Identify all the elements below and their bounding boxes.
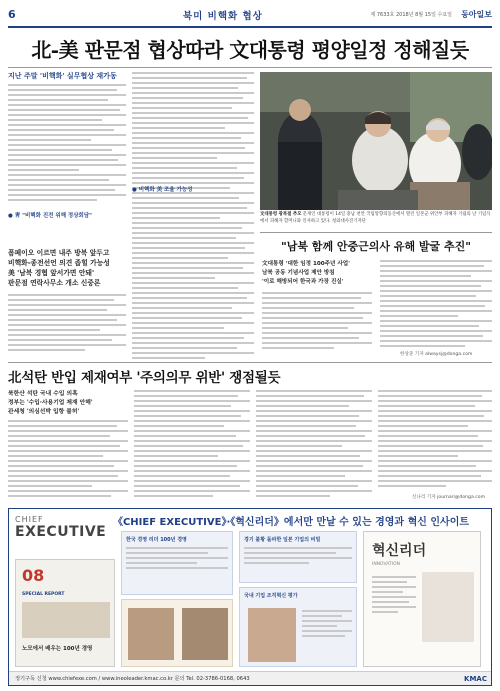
ad-magazine-2: [363, 531, 481, 667]
bottom-lede: [8, 390, 134, 417]
ad-mag2-brand: 혁신리더: [372, 543, 427, 559]
page-number: 6: [8, 8, 16, 21]
left-lede-line: 비핵화-종전선언 의견 좁힐 가능성: [8, 259, 110, 267]
divider: [8, 67, 492, 68]
sub-lede: [262, 260, 372, 287]
ad-panel-2: [239, 531, 357, 583]
ad-footer-text: 정기구독 신청 www.chiefexe.com / www.ineoleader.kmac.co.kr 문의 Tel. 02-3786-0168, 0643: [15, 676, 250, 682]
sub-byline: 한상준 기자 alwaysj@donga.com: [400, 352, 473, 357]
sub-body-col2: [380, 260, 492, 350]
ad-cover-headline: 노모에서 배우는 100년 경영: [22, 646, 93, 652]
sub-lede-line: 文대통령 '대한 임정 100주년 사업': [262, 261, 350, 267]
divider: [260, 232, 492, 233]
ad-footer: [9, 671, 492, 685]
bottom-lede-line: 정부는 '수입·사용기업 제재 안해': [8, 400, 93, 406]
left-body-col1: [8, 84, 126, 208]
left-lede: [8, 248, 130, 288]
caption-title: 文대통령 광복절 추모: [260, 212, 302, 217]
ad-logo-small: CHIEF: [15, 515, 44, 524]
sub-body-col1: [262, 292, 372, 356]
ad-panel-photos: [121, 599, 233, 667]
left-bullet-1: ● 靑 "비핵화 진전 위해 정상회담": [8, 213, 93, 219]
divider: [8, 362, 492, 363]
left-lede-line: 폼페이오 이르면 내주 방북 앞두고: [8, 249, 110, 257]
ad-panel-title: 국내 기업 조직혁신 평가: [244, 593, 298, 599]
bottom-body-col3: [256, 390, 372, 500]
ad-panel-3: [239, 587, 357, 667]
bottom-lede-line: 관세청 '의심선박 입항 불허': [8, 409, 80, 415]
newspaper-brand: 동아일보: [461, 10, 492, 19]
bottom-body-col1: [8, 420, 128, 500]
left-body-col1b: [8, 294, 126, 360]
bottom-body-col2: [134, 390, 250, 500]
ad-logo: [15, 515, 107, 555]
sub-headline: "남북 함께 안중근의사 유해 발굴 추진": [281, 240, 471, 253]
left-bullet-2: ● 비핵화 美 조율 가능성: [132, 187, 193, 193]
ad-footer-brand: KMAC: [464, 675, 487, 683]
ad-magazine-cover: [15, 559, 115, 667]
caption-text: 문재인 대통령이 14일 충남 천안 국립망향의동산에서 열린 일본군 위안부 피해자 기림의 날 기념식에서 피해자 할머니와 인사하고 있다. 청와대사진기자단: [260, 212, 491, 224]
bottom-byline: 신나리 기자 journari@donga.com: [412, 495, 486, 500]
ad-panel-title: 경기 불황 돌파한 일본 기업의 비밀: [244, 537, 321, 543]
bottom-lede-line: 북한산 석탄 국내 수입 의혹: [8, 391, 78, 397]
photo-caption: [260, 212, 492, 225]
ad-person-photo: [182, 608, 228, 660]
left-body-col2: [132, 72, 254, 360]
ad-cover-image: [22, 602, 110, 638]
ad-title: 《CHIEF EXECUTIVE》·《혁신리더》에서만 만날 수 있는 경영과 혁신 인사이트: [112, 517, 470, 528]
section-title: 북미 비핵화 협상: [183, 11, 263, 22]
ad-panel-1: [121, 531, 233, 595]
ad-logo-big: EXECUTIVE: [15, 524, 107, 540]
main-headline: 北-美 판문점 협상따라 文대통령 평양일정 정해질듯: [31, 38, 469, 62]
bottom-body-col4: [378, 390, 492, 490]
ad-special-label: SPECIAL REPORT: [22, 592, 65, 597]
page-header: [8, 6, 492, 28]
left-kicker: 지난 주말 '비핵화' 실무협상 재가동: [8, 72, 117, 80]
bottom-headline: 北석탄 반입 제재여부 '주의의무 위반' 쟁점될듯: [8, 370, 281, 386]
left-lede-line: 판문점 연락사무소 개소 신중론: [8, 279, 101, 287]
ad-panel-title: 한국 경영 리더 100년 경영: [126, 537, 187, 543]
ad-person-photo: [128, 608, 174, 660]
left-lede-line: 美 '남북 경협 앞서가면 안돼': [8, 269, 95, 277]
advertisement[interactable]: [8, 508, 492, 686]
ad-mag2-tag: INNOVATION: [372, 562, 401, 567]
sub-lede-line: 남북 공동 기념사업 제안 방침: [262, 270, 335, 276]
sub-lede-line: '이로 해방되어 한국과 가장 진실': [262, 279, 344, 285]
issue-meta: 제 7633호 2018년 8월 15일 수요일: [370, 12, 452, 18]
ad-issue-number: 08: [22, 566, 45, 585]
ad-person-photo: [248, 608, 296, 662]
ad-mag2-image: [422, 572, 474, 642]
news-photo: [260, 72, 492, 210]
